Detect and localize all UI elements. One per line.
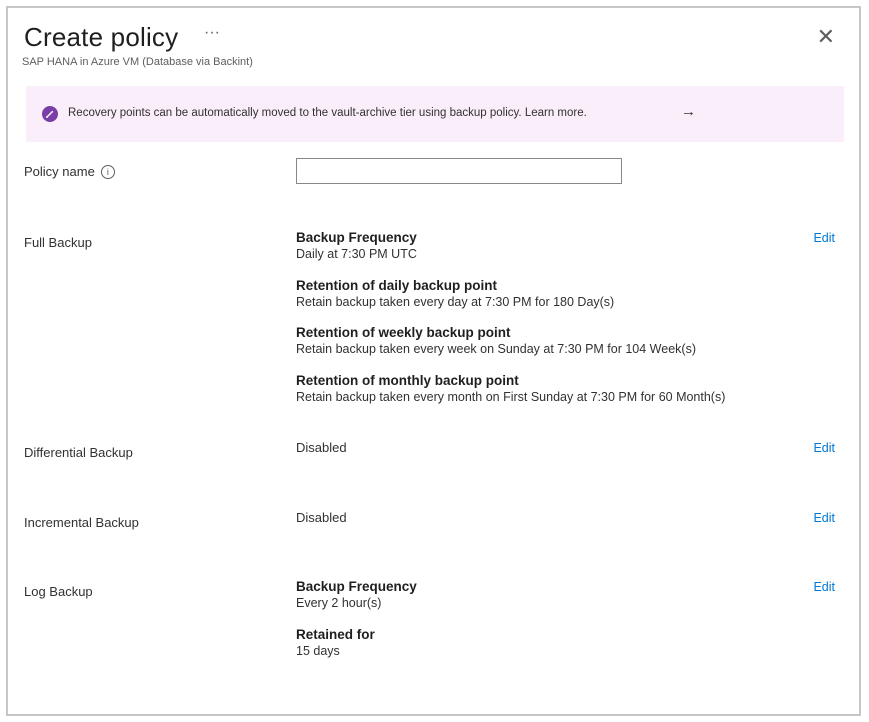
block-title: Retention of monthly backup point [296,373,519,388]
block-title: Retention of daily backup point [296,278,498,293]
log-backup-label: Log Backup [24,584,93,599]
banner-learn-more-link[interactable]: Recovery points can be automatically moved to the vault-archive tier using backup policy. Learn more. [68,107,587,119]
block-title: Backup Frequency [296,579,417,594]
block-text: Retain backup taken every day at 7:30 PM for 180 Day(s) [296,295,615,309]
differential-backup-label: Differential Backup [24,445,133,460]
block-text: Daily at 7:30 PM UTC [296,247,417,261]
retention-monthly [296,373,725,406]
retention-daily [296,278,614,311]
full-backup-label: Full Backup [24,235,92,250]
block-text: Every 2 hour(s) [296,596,382,610]
page-title: Create policy [24,22,179,52]
differential-backup-edit-link[interactable]: Edit [813,441,835,455]
differential-backup-value: Disabled [296,440,347,455]
full-backup-frequency [296,230,417,263]
policy-name-input[interactable] [296,158,622,184]
rocket-badge-icon [42,106,58,122]
page-subtitle: SAP HANA in Azure VM (Database via Backint) [22,56,253,68]
retention-weekly [296,325,696,358]
full-backup-edit-link[interactable]: Edit [813,231,835,245]
policy-name-label-text: Policy name [24,164,95,179]
info-icon[interactable]: i [101,165,115,179]
log-backup-edit-link[interactable]: Edit [813,580,835,594]
block-title: Retained for [296,627,375,642]
incremental-backup-edit-link[interactable]: Edit [813,511,835,525]
log-backup-retention [296,627,375,660]
block-text: 15 days [296,644,340,658]
log-backup-frequency [296,579,417,612]
info-banner [26,86,844,142]
create-policy-panel [6,6,861,716]
block-title: Backup Frequency [296,230,417,245]
incremental-backup-value: Disabled [296,510,347,525]
more-options-icon[interactable]: ··· [204,24,220,41]
block-text: Retain backup taken every week on Sunday at 7:30 PM for 104 Week(s) [296,342,696,356]
block-text: Retain backup taken every month on First Sunday at 7:30 PM for 60 Month(s) [296,390,726,404]
close-icon[interactable]: ✕ [816,24,835,49]
block-title: Retention of weekly backup point [296,325,511,340]
arrow-right-icon[interactable]: → [681,103,696,120]
policy-name-label [24,164,115,179]
incremental-backup-label: Incremental Backup [24,515,139,530]
